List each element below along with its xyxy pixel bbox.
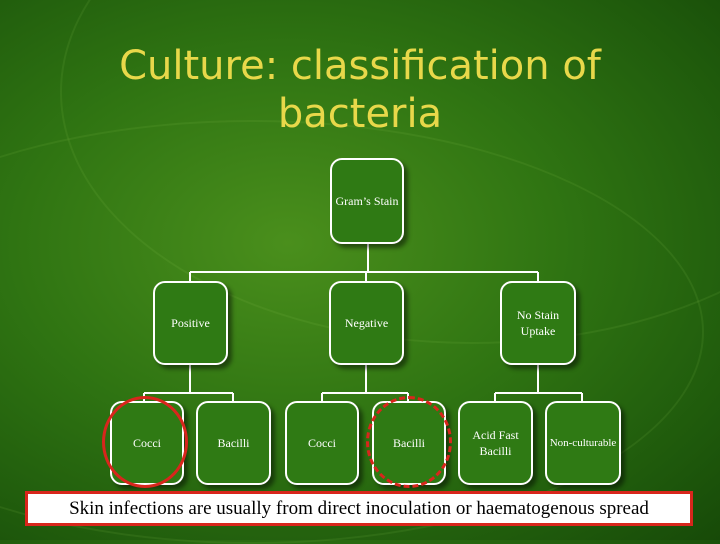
- slide-title-line-1: Culture: classification of: [119, 43, 601, 89]
- node-no-stain-uptake: [500, 281, 576, 365]
- node-label: Bacilli: [217, 436, 250, 450]
- node-label: Cocci: [308, 436, 336, 450]
- node-positive: [153, 281, 228, 365]
- node-non-culturable: [545, 401, 621, 485]
- node-label: Gram’s Stain: [335, 194, 399, 208]
- node-negative-cocci: [285, 401, 359, 485]
- node-acid-fast-bacilli: [458, 401, 533, 485]
- node-positive-bacilli: [196, 401, 271, 485]
- node-label: Negative: [344, 316, 389, 330]
- node-label: Non-culturable: [549, 437, 617, 449]
- node-grams-stain: [330, 158, 404, 244]
- node-label: Bacilli: [393, 436, 425, 450]
- slide-title-line-2: bacteria: [277, 91, 443, 137]
- node-label: Acid Fast Bacilli: [472, 428, 519, 458]
- highlight-circle-solid: [102, 396, 188, 488]
- highlight-circle-dashed: [366, 396, 452, 488]
- caption-box: Skin infections are usually from direct inoculation or haematogenous spread: [25, 491, 693, 526]
- node-label: Cocci: [133, 436, 161, 450]
- node-label: No Stain Uptake: [516, 308, 560, 338]
- node-negative: [329, 281, 404, 365]
- node-label: Positive: [171, 316, 210, 330]
